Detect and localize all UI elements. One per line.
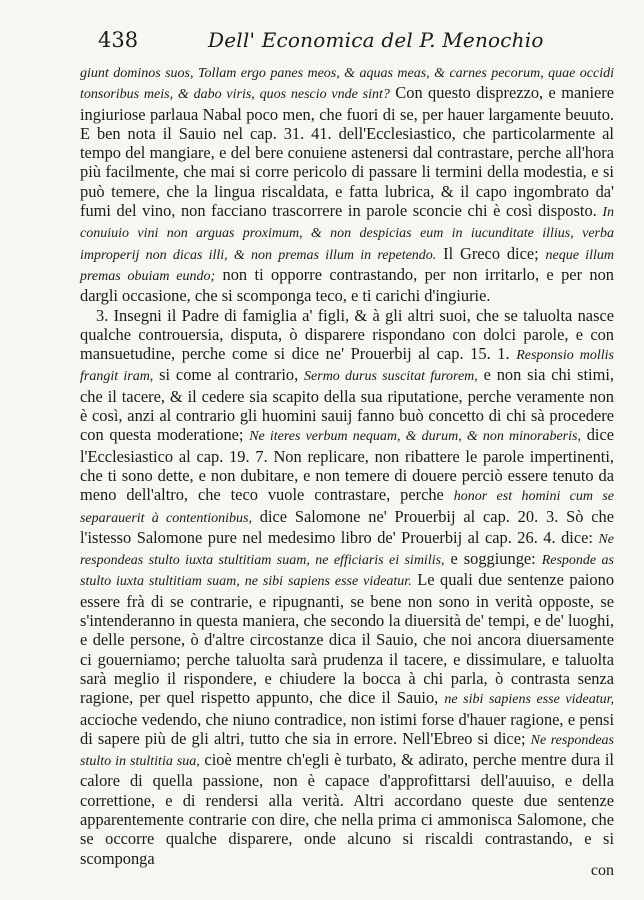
- latin-quote: Responde as stulto iuxta stultitiam suam, ne sibi sapiens esse videatur.: [80, 553, 614, 590]
- latin-quote: Responsio mollis frangit iram,: [80, 348, 614, 385]
- latin-quote: Sermo durus suscitat furorem,: [304, 369, 478, 385]
- body-span: Le quali due sentenze paiono essere frà di se contrarie, e ripugnanti, se bene non sono in verità opposte, se s'intenderanno in questa maniera, che secondo la diuersità de' tempi, e de' luoghi, e delle persone, ò d'altre circostanze dica il Sauio, che noi ancora diuersamente ci gouerniamo; perche taluolta sarà prudenza il tacere, e dissimulare, e taluolta sarà meglio il rispondere, e chiudere la bocca à chi parla, ò contrasta senza ragione, per quel rispetto appunto, che dice il Sauio,: [80, 570, 615, 708]
- page-header: [80, 28, 614, 62]
- page-number: 438: [98, 28, 139, 52]
- body-span: e soggiunge:: [444, 549, 542, 569]
- body-span: 3. Insegni il Padre di famiglia a' figli, & à gli altri suoi, che se taluolta nasce qualche controuersia, disputa, ò disparere rispondano con dolci parole, e con mansuetudine, perche come si dice ne' Prouerbij al cap. 15. 1.: [80, 305, 614, 364]
- latin-quote: ne sibi sapiens esse videatur,: [444, 692, 614, 708]
- body-span: accioche vedendo, che niuno contradice, non istimi forse d'hauer ragione, e pensi di sapere più de gli altri, tutto che sia in errore. Nell'Ebreo si dice;: [80, 709, 614, 748]
- latin-quote: honor est homini cum se separauerit à contentionibus,: [80, 489, 614, 526]
- latin-quote: Ne iteres verbum nequam, & durum, & non minoraberis,: [249, 429, 581, 445]
- body-span: Il Greco dice;: [436, 243, 546, 263]
- latin-quote: Ne respondeas stulto in stultitia sua,: [80, 732, 615, 770]
- body-span: dice Salomone ne' Prouerbij al cap. 20. 3. Sò che l'istesso Salomone pure nel medesimo libro de' Prouerbij al cap. 26. 4. dice:: [80, 506, 614, 547]
- latin-quote: In conuiuio vini non arguas proximum, & non despicias eum in iucunditate illius, verba improperij non dicas illi, & non premas illum in repetendo.: [80, 205, 614, 263]
- latin-quote: giunt dominos suos, Tollam ergo panes meos, & aquas meas, & carnes pecorum, quae occidi tonsoribus meis, & dabo viris, quos nescio vnde sint?: [80, 66, 614, 103]
- body-span: Con questo disprezzo, e maniere ingiuriose parlaua Nabal poco men, che fuori di se, per hauer largamente beuuto. E ben nota il Sauio nel cap. 31. 41. dell'Ecclesiastico, che particolarmente al tempo del mangiare, e del bere conuiene astenersi dal contrastare, perche all'hora più facilmente, che mai si corre pericolo di passare li termini della modestia, e si può temere, che la lingua riscaldata, e fatta lubrica, & il capo ingombrato da' fumi del vino, non facciano trascorrere in parole sconcie chi è così disposto.: [80, 83, 615, 221]
- body-span: si come al contrario,: [153, 365, 305, 385]
- paragraph-1: [80, 62, 614, 306]
- body-span: cioè mentre ch'egli è turbato, & adirato, perche mentre dura il calore di quella passione, non è capace d'approfittarsi dell'auuiso, e della correttione, e di rendersi alla verità. Altri accordano queste due sentenze apparentemente contrarie con dire, che nella prima ci ammonisca Salomone, che se occorre qualche disparere, onde alcuno si riscaldi contrastando, e si scomponga: [80, 750, 614, 868]
- body-text: [80, 62, 614, 868]
- running-head: Dell' Economica del P. Menochio: [208, 28, 544, 52]
- body-span: e non sia chi stimi, che il tacere, & il cedere sia scapito della sua riputatione, perche veramente non è così, anzi al contrario gli huomini sauij fanno buò concetto di chi sà procedere con questa moderatione;: [80, 365, 614, 445]
- latin-quote: neque illum premas obuiam eundo;: [80, 247, 614, 284]
- body-span: dice l'Ecclesiastico al cap. 19. 7. Non replicare, non ribattere le parole impertinenti, che ti sono dette, e non dubitare, e non temere di douere perciò essere tenuto da meno dell'altro, che teco vuole contrastare, perche: [80, 425, 614, 505]
- catchword: con: [590, 862, 614, 879]
- paragraph-2: [80, 306, 614, 868]
- latin-quote: Ne respondeas stulto iuxta stultitiam suam, ne efficiaris ei similis,: [80, 531, 614, 569]
- body-span: non ti opporre contrastando, per non irritarlo, e per non dargli occasione, che si scomponga teco, e ti carichi d'ingiurie.: [80, 264, 614, 306]
